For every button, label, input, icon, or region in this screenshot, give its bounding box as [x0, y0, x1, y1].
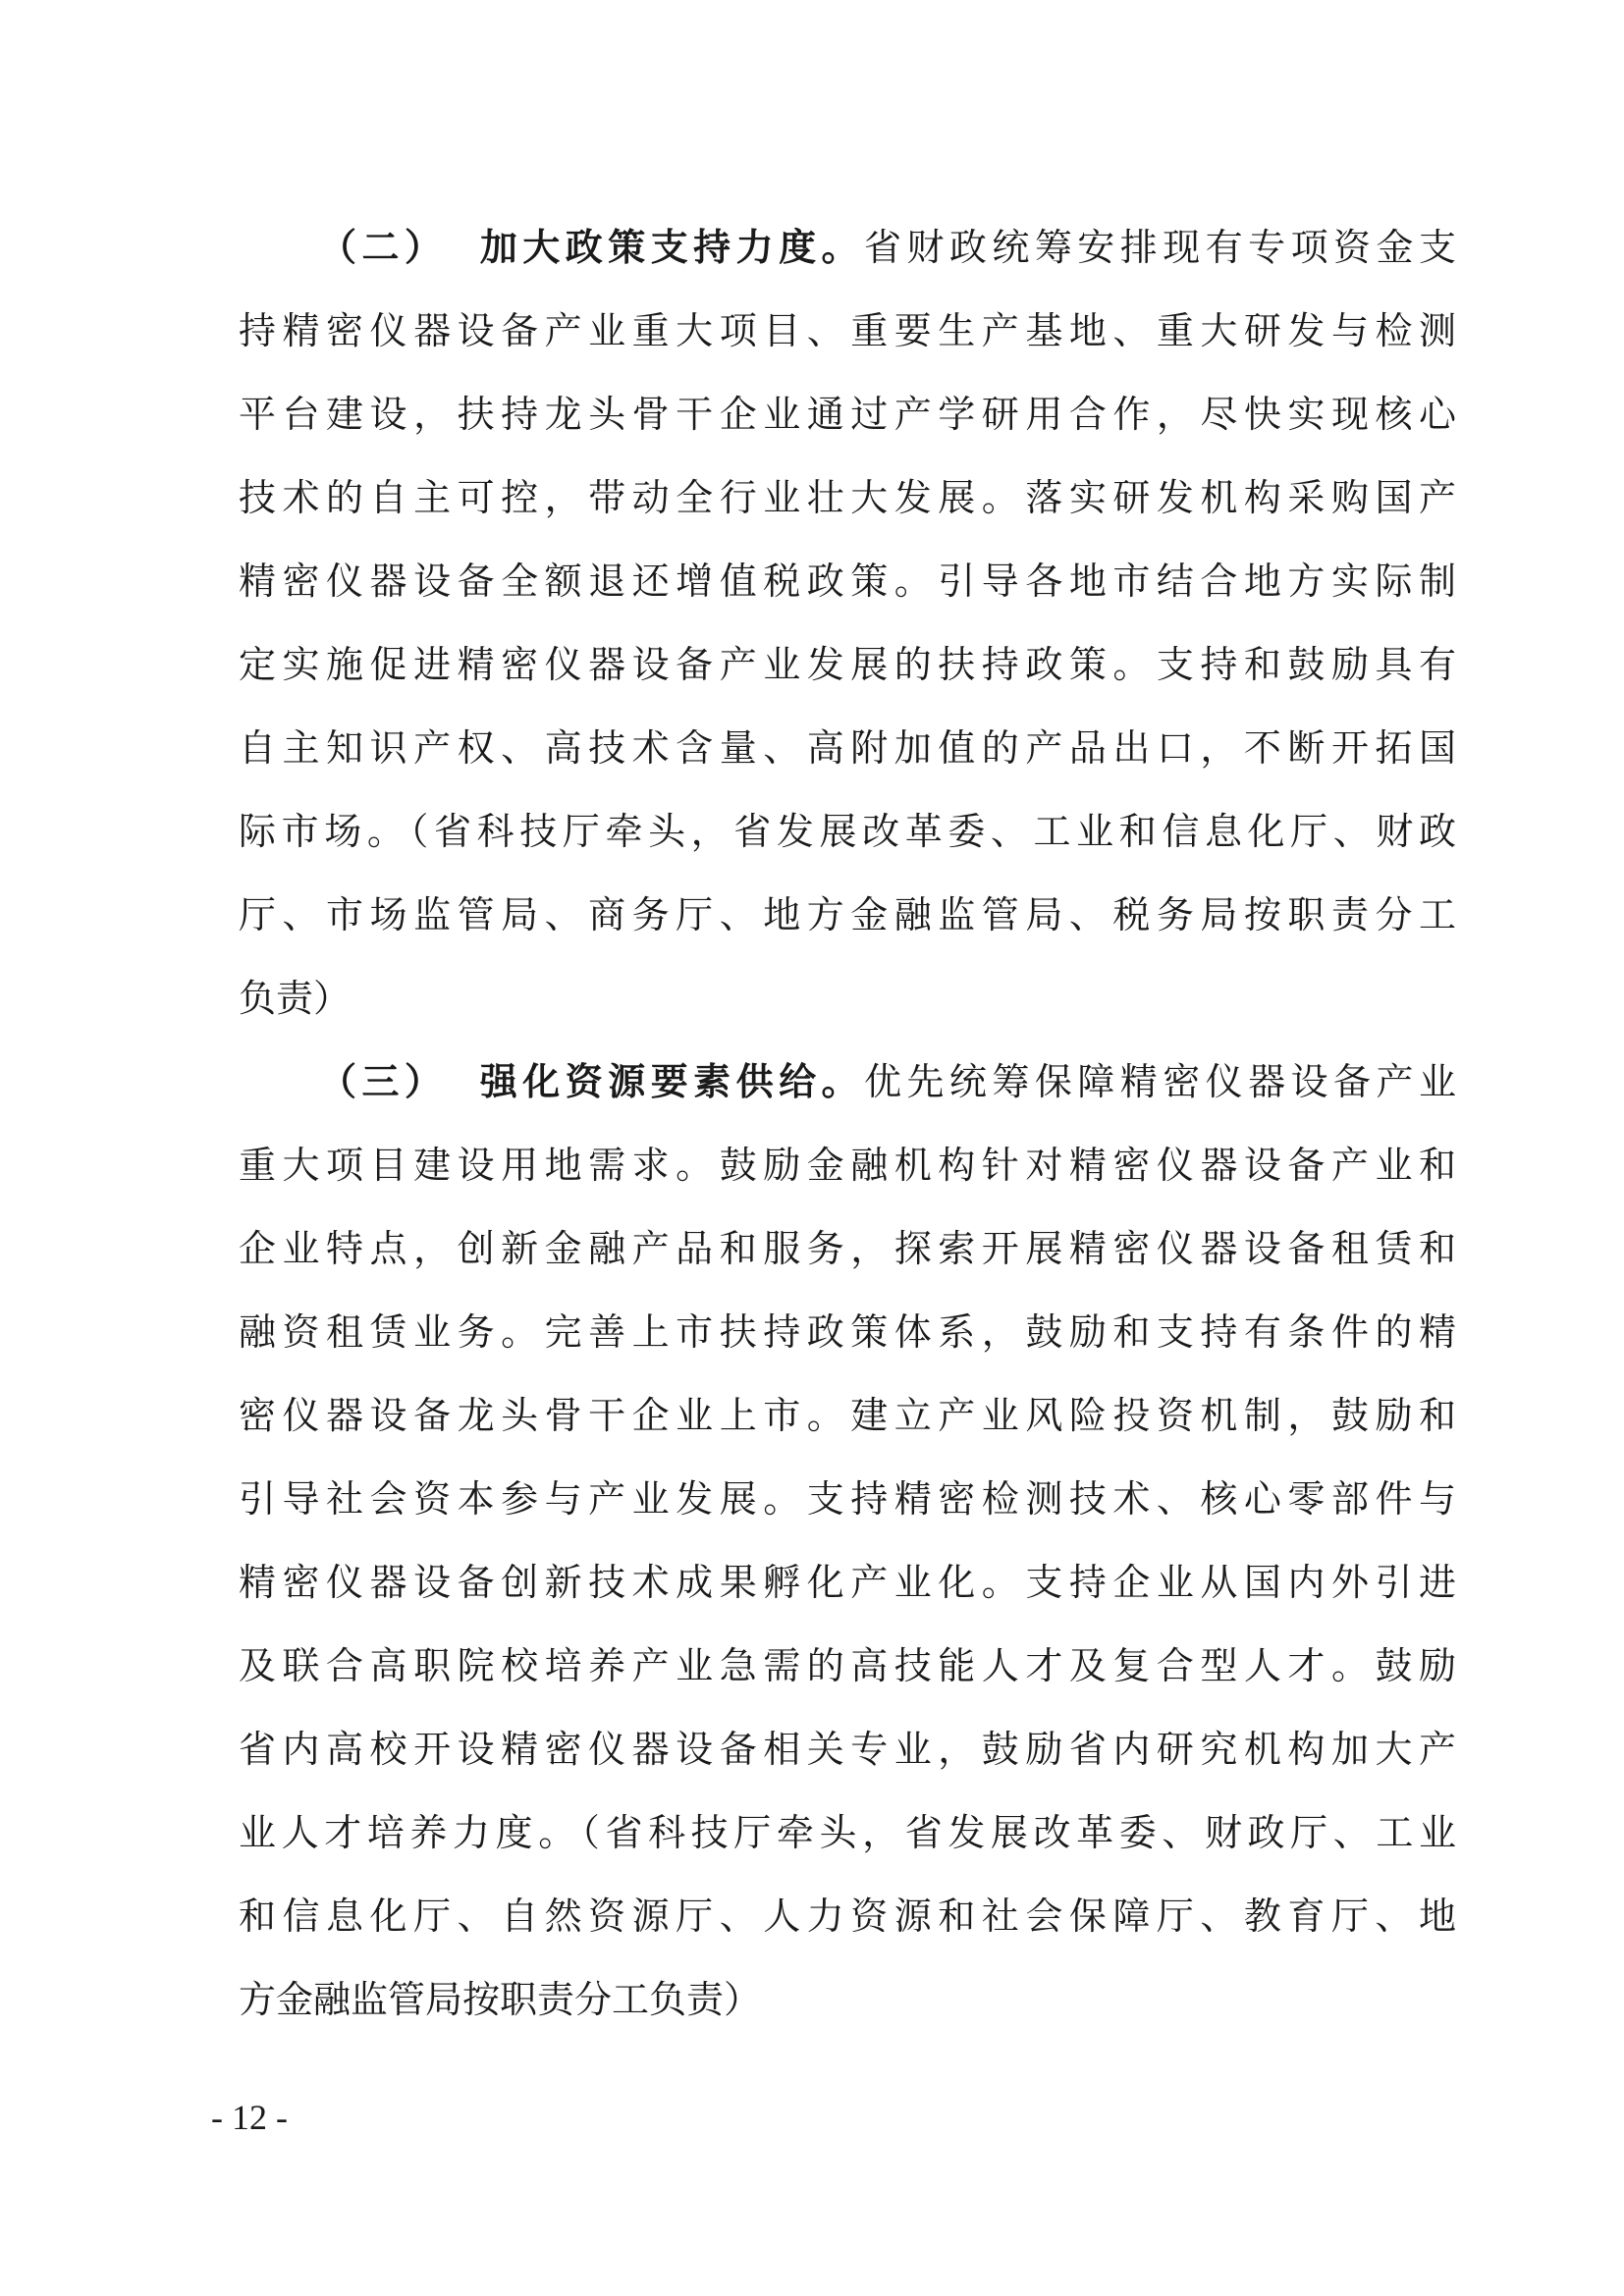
section-2-first-line: [319, 224, 1456, 271]
section-3-line-8: 及联合高职院校培养产业急需的高技能人才及复合型人才。鼓励: [239, 1644, 1456, 1687]
section-2-line-3: 平台建设，扶持龙头骨干企业通过产学研用合作，尽快实现核心: [239, 393, 1456, 436]
section-2-line-4: 技术的自主可控，带动全行业壮大发展。落实研发机构采购国产: [239, 476, 1456, 519]
section-3-line-9: 省内高校开设精密仪器设备相关专业，鼓励省内研究机构加大产: [239, 1728, 1456, 1771]
section-3-line-1: 优先统筹保障精密仪器设备产业: [864, 1060, 1456, 1103]
section-3-first-line: [319, 1058, 1456, 1105]
section-3-line-7: 精密仪器设备创新技术成果孵化产业化。支持企业从国内外引进: [239, 1561, 1456, 1604]
section-3-title: 强化资源要素供给。: [474, 1060, 864, 1103]
section-2-line-2: 持精密仪器设备产业重大项目、重要生产基地、重大研发与检测: [239, 309, 1456, 352]
section-2-line-6: 定实施促进精密仪器设备产业发展的扶持政策。支持和鼓励具有: [239, 643, 1456, 686]
section-3-line-4: 融资租赁业务。完善上市扶持政策体系，鼓励和支持有条件的精: [239, 1310, 1456, 1354]
section-3-line-6: 引导社会资本参与产业发展。支持精密检测技术、核心零部件与: [239, 1477, 1456, 1521]
section-2-line-10: 负责）: [239, 977, 352, 1020]
section-3-line-11: 和信息化厅、自然资源厅、人力资源和社会保障厅、教育厅、地: [239, 1895, 1456, 1938]
section-3-number: （三）: [319, 1060, 448, 1103]
section-2-line-7: 自主知识产权、高技术含量、高附加值的产品出口，不断开拓国: [239, 726, 1456, 770]
page-number: - 12 -: [211, 2098, 288, 2137]
section-3-line-10: 业人才培养力度。（省科技厅牵头，省发展改革委、财政厅、工业: [239, 1811, 1456, 1854]
section-2-number: （二）: [319, 226, 448, 269]
section-2-line-1: 省财政统筹安排现有专项资金支: [864, 226, 1456, 269]
section-2-title: 加大政策支持力度。: [474, 226, 864, 269]
section-2-line-5: 精密仪器设备全额退还增值税政策。引导各地市结合地方实际制: [239, 560, 1456, 603]
section-2-line-8: 际市场。（省科技厅牵头，省发展改革委、工业和信息化厅、财政: [239, 810, 1456, 853]
section-3-line-3: 企业特点，创新金融产品和服务，探索开展精密仪器设备租赁和: [239, 1227, 1456, 1270]
section-2-line-9: 厅、市场监管局、商务厅、地方金融监管局、税务局按职责分工: [239, 893, 1456, 936]
section-3-line-12: 方金融监管局按职责分工负责）: [239, 1978, 762, 2021]
section-3-line-2: 重大项目建设用地需求。鼓励金融机构针对精密仪器设备产业和: [239, 1144, 1456, 1187]
section-3-line-5: 密仪器设备龙头骨干企业上市。建立产业风险投资机制，鼓励和: [239, 1394, 1456, 1437]
